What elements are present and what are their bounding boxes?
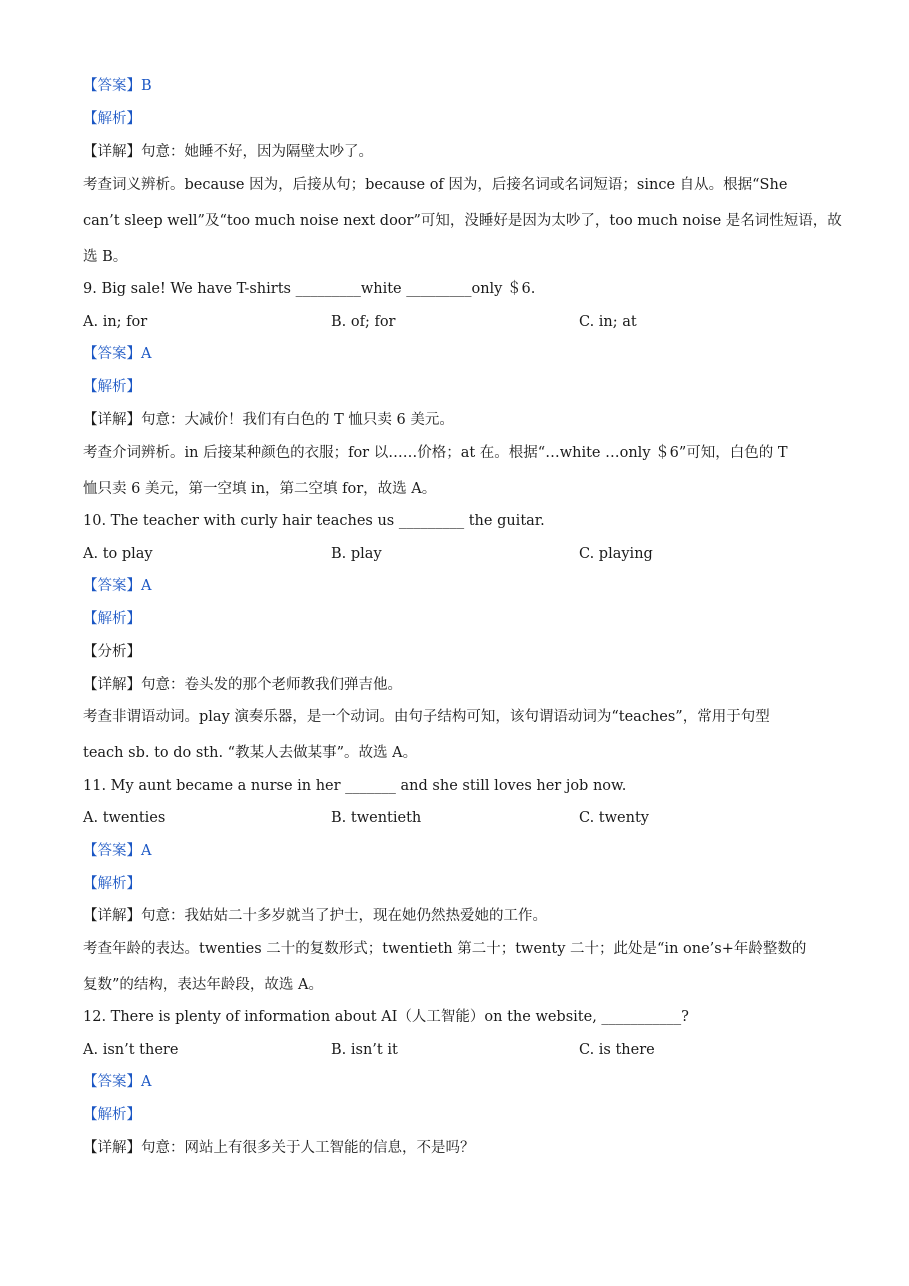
option-c: C. in; at (579, 314, 637, 330)
analysis-label: 【解析】 (83, 379, 141, 395)
detail-text: 【详解】句意：卷头发的那个老师教我们弹吉他。 (83, 677, 402, 693)
option-a: A. twenties (83, 810, 166, 826)
option-a: A. isn’t there (83, 1042, 179, 1058)
analysis-label: 【解析】 (83, 1107, 141, 1123)
question-11-stem: 11. My aunt became a nurse in her _______ and she still loves her job now. (83, 778, 627, 794)
explain-line: teach sb. to do sth. “教某人去做某事”。故选 A。 (83, 745, 418, 761)
explain-line: 恤只卖 6 美元，第一空填 in，第二空填 for，故选 A。 (83, 481, 437, 497)
explain-line: 考查非谓语动词。play 演奏乐器，是一个动词。由句子结构可知，该句谓语动词为“teaches”，常用于句型 (83, 709, 770, 725)
option-c: C. is there (579, 1042, 655, 1058)
detail-text: 【详解】句意：网站上有很多关于人工智能的信息，不是吗？ (83, 1140, 475, 1156)
answer-label: 【答案】A (83, 843, 152, 859)
fenxi-label: 【分析】 (83, 644, 141, 660)
explain-line: 考查年龄的表达。twenties 二十的复数形式；twentieth 第二十；twenty 二十；此处是“in one’s+年龄整数的 (83, 941, 807, 957)
analysis-label: 【解析】 (83, 611, 141, 627)
option-b: B. isn’t it (331, 1042, 398, 1058)
question-12-stem: 12. There is plenty of information about AI（人工智能）on the website, ___________? (83, 1009, 689, 1025)
detail-text: 【详解】句意：她睡不好，因为隔壁太吵了。 (83, 144, 373, 160)
explain-line: 选 B。 (83, 249, 128, 265)
answer-label: 【答案】A (83, 578, 152, 594)
answer-label: 【答案】A (83, 346, 152, 362)
analysis-label: 【解析】 (83, 111, 141, 127)
question-10-stem: 10. The teacher with curly hair teaches us _________ the guitar. (83, 513, 545, 529)
question-9-stem: 9. Big sale! We have T-shirts _________white _________only ＄6. (83, 281, 536, 297)
analysis-label: 【解析】 (83, 876, 141, 892)
detail-text: 【详解】句意：大减价！我们有白色的 T 恤只卖 6 美元。 (83, 412, 454, 428)
option-a: A. to play (83, 546, 153, 562)
explain-line: can’t sleep well”及“too much noise next door”可知，没睡好是因为太吵了，too much noise 是名词性短语，故 (83, 213, 842, 229)
option-c: C. playing (579, 546, 653, 562)
detail-text: 【详解】句意：我姑姑二十多岁就当了护士，现在她仍然热爱她的工作。 (83, 908, 547, 924)
explain-line: 复数”的结构，表达年龄段，故选 A。 (83, 977, 323, 993)
answer-label: 【答案】A (83, 1074, 152, 1090)
explain-line: 考查介词辨析。in 后接某种颜色的衣服；for 以……价格；at 在。根据“…white …only ＄6”可知，白色的 T (83, 445, 788, 461)
answer-label: 【答案】B (83, 78, 152, 94)
option-b: B. play (331, 546, 382, 562)
option-a: A. in; for (83, 314, 148, 330)
option-b: B. of; for (331, 314, 396, 330)
option-b: B. twentieth (331, 810, 422, 826)
option-c: C. twenty (579, 810, 649, 826)
explain-line: 考查词义辨析。because 因为，后接从句；because of 因为，后接名词或名词短语；since 自从。根据“She (83, 177, 788, 193)
